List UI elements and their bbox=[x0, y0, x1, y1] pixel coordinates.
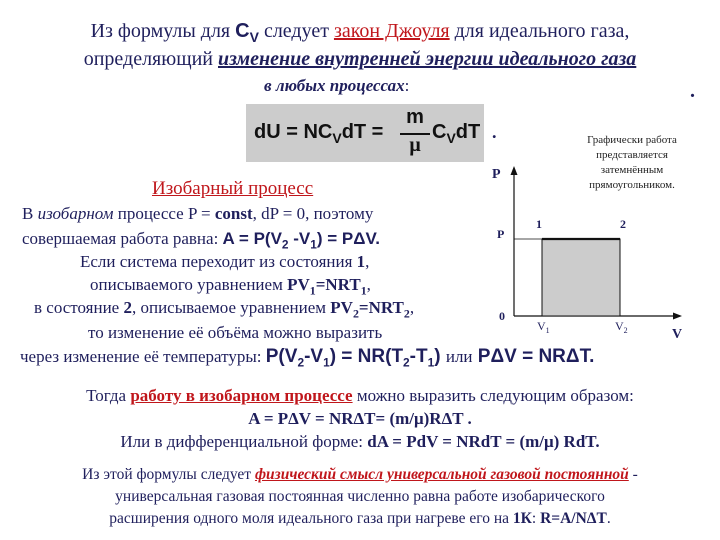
body-text: В bbox=[22, 204, 38, 223]
body-text: расширения одного моля идеального газа при нагреве его на bbox=[109, 510, 513, 527]
work-line-3 bbox=[0, 432, 720, 452]
body-text: Тогда bbox=[86, 386, 131, 405]
body-line-4 bbox=[90, 275, 371, 298]
body-text: , bbox=[365, 252, 370, 271]
cv-subscript: V bbox=[249, 29, 259, 45]
conclusion-line-3 bbox=[0, 510, 720, 528]
equation-text: =NRT bbox=[315, 275, 361, 294]
header-line-2 bbox=[0, 48, 720, 71]
pv-diagram bbox=[490, 160, 690, 350]
graph-note-line: затемнённым bbox=[600, 164, 664, 176]
p-value-label: P bbox=[497, 227, 505, 241]
formula-text: dT bbox=[455, 121, 481, 143]
temperature-formula: ) = NR(T bbox=[329, 346, 404, 367]
v-axis-label: V bbox=[672, 327, 683, 342]
v2-text: V bbox=[615, 319, 624, 333]
body-text: можно выразить следующим образом: bbox=[352, 386, 634, 405]
formula-sub: 1 bbox=[323, 355, 330, 370]
header-line-3 bbox=[264, 76, 409, 96]
body-text: : bbox=[531, 510, 541, 527]
work-line-1 bbox=[0, 386, 720, 406]
conclusion-line-2: универсальная газовая постоянная численно равна работе изобарического bbox=[115, 488, 605, 505]
cv-symbol: C bbox=[235, 20, 250, 42]
formula-text: C bbox=[432, 121, 447, 143]
any-process-phrase: в любых процессах bbox=[264, 76, 405, 95]
v2-subscript: 2 bbox=[623, 326, 628, 335]
temperature-formula: P(V bbox=[265, 346, 298, 367]
section-title: Изобарный процесс bbox=[152, 178, 314, 199]
formula-sub: 1 bbox=[427, 355, 435, 370]
header-text: Из формулы для bbox=[90, 20, 236, 42]
v1-text: V bbox=[537, 319, 546, 333]
body-text: , bbox=[366, 275, 371, 294]
formula-left bbox=[254, 121, 383, 146]
state-2-label: 2 bbox=[620, 217, 626, 231]
formula-sub: 2 bbox=[352, 306, 359, 321]
gas-constant-formula: R=A/NΔT bbox=[540, 510, 607, 527]
body-text: Или в дифференциальной форме: bbox=[120, 432, 368, 451]
header-dot: . bbox=[690, 80, 695, 102]
body-text: , dP = 0, поэтому bbox=[252, 204, 374, 223]
isobaric-work-link: работу в изобарном процессе bbox=[130, 386, 353, 405]
body-text: Из этой формулы следует bbox=[82, 466, 255, 483]
formula-box bbox=[246, 104, 484, 162]
formula-sub: 1 bbox=[360, 283, 367, 298]
state-1-label: 1 bbox=[536, 217, 542, 231]
body-line-5 bbox=[34, 298, 414, 321]
body-text: процессе P = bbox=[113, 204, 215, 223]
kelvin-unit: 1К bbox=[512, 510, 532, 527]
graph-note-line: Графически работа bbox=[587, 134, 677, 146]
formula-sub: 2 bbox=[403, 355, 410, 370]
state-number: 2 bbox=[123, 298, 132, 317]
formula-sub: 1 bbox=[309, 283, 316, 298]
body-text: , bbox=[409, 298, 415, 317]
formula-sub: V bbox=[446, 130, 456, 146]
work-formula: -V bbox=[288, 229, 311, 248]
equation-text: PV bbox=[287, 275, 310, 294]
temperature-formula: -V bbox=[304, 346, 324, 367]
body-text: описываемого уравнением bbox=[90, 275, 288, 294]
physical-meaning-link: физический смысл универсальной газовой постоянной bbox=[254, 466, 629, 483]
body-line-3 bbox=[80, 252, 369, 272]
formula-sub: 2 bbox=[297, 355, 305, 370]
work-formula: ) = PΔV. bbox=[316, 229, 380, 248]
v1-label bbox=[537, 319, 550, 335]
formula-text: dT = bbox=[341, 121, 384, 143]
differential-formula: dA = PdV = NRdT = (m/μ) RdT. bbox=[367, 432, 600, 451]
p-axis-label: P bbox=[492, 167, 501, 182]
temperature-formula: -T bbox=[409, 346, 428, 367]
conclusion-line-1 bbox=[0, 466, 720, 484]
header-text: для идеального газа, bbox=[449, 20, 630, 42]
body-text: , описываемое уравнением bbox=[131, 298, 331, 317]
formula-sub: 1 bbox=[310, 237, 317, 252]
header-text: определяющий bbox=[83, 48, 218, 70]
colon: : bbox=[404, 76, 410, 95]
fraction-numerator: m bbox=[406, 106, 424, 128]
fraction-denominator: μ bbox=[409, 134, 421, 156]
const-word: const bbox=[214, 204, 253, 223]
header-text: следует bbox=[258, 20, 334, 42]
body-line-6: то изменение её объёма можно выразить bbox=[88, 323, 383, 342]
body-text: совершаемая работа равна: bbox=[22, 229, 223, 248]
body-line-7 bbox=[20, 346, 594, 369]
formula-text: dU = NC bbox=[254, 121, 333, 143]
v1-subscript: 1 bbox=[545, 326, 550, 335]
v2-label bbox=[615, 319, 628, 335]
equation-text: PV bbox=[330, 298, 353, 317]
formula-dot: . bbox=[492, 122, 497, 142]
body-text: Если система переходит из состояния bbox=[80, 252, 357, 271]
v-axis-arrow-icon bbox=[673, 313, 682, 320]
graph-note-line: представляется bbox=[596, 149, 668, 161]
joule-law-link: закон Джоуля bbox=[333, 20, 450, 42]
work-rectangle bbox=[542, 239, 620, 316]
graph-note-line: прямоугольником. bbox=[589, 179, 675, 191]
state-number: 1 bbox=[356, 252, 366, 271]
header-line-1 bbox=[0, 20, 720, 45]
body-text: через изменение её температуры: bbox=[20, 347, 266, 366]
work-line-2: A = PΔV = NRΔT= (m/μ)RΔT . bbox=[248, 409, 472, 428]
temperature-formula: PΔV = NRΔT. bbox=[472, 346, 595, 367]
body-text: или bbox=[445, 347, 473, 366]
equation-text: =NRT bbox=[358, 298, 404, 317]
body-text: . bbox=[606, 510, 611, 527]
internal-energy-phrase: изменение внутренней энергии идеального газа bbox=[218, 48, 637, 70]
temperature-formula: ) bbox=[434, 346, 446, 367]
origin-label: 0 bbox=[499, 309, 505, 323]
formula-sub: V bbox=[332, 130, 342, 146]
body-line-1 bbox=[22, 204, 373, 224]
formula-sub: 2 bbox=[281, 237, 289, 252]
body-text: в состояние bbox=[34, 298, 124, 317]
work-formula: A = P(V bbox=[222, 229, 282, 248]
formula-sub: 2 bbox=[403, 306, 410, 321]
body-line-2 bbox=[22, 229, 380, 251]
body-text: - bbox=[628, 466, 638, 483]
isobaric-word: изобарном bbox=[37, 204, 114, 223]
p-axis-arrow-icon bbox=[511, 166, 518, 175]
formula-right bbox=[432, 121, 480, 146]
